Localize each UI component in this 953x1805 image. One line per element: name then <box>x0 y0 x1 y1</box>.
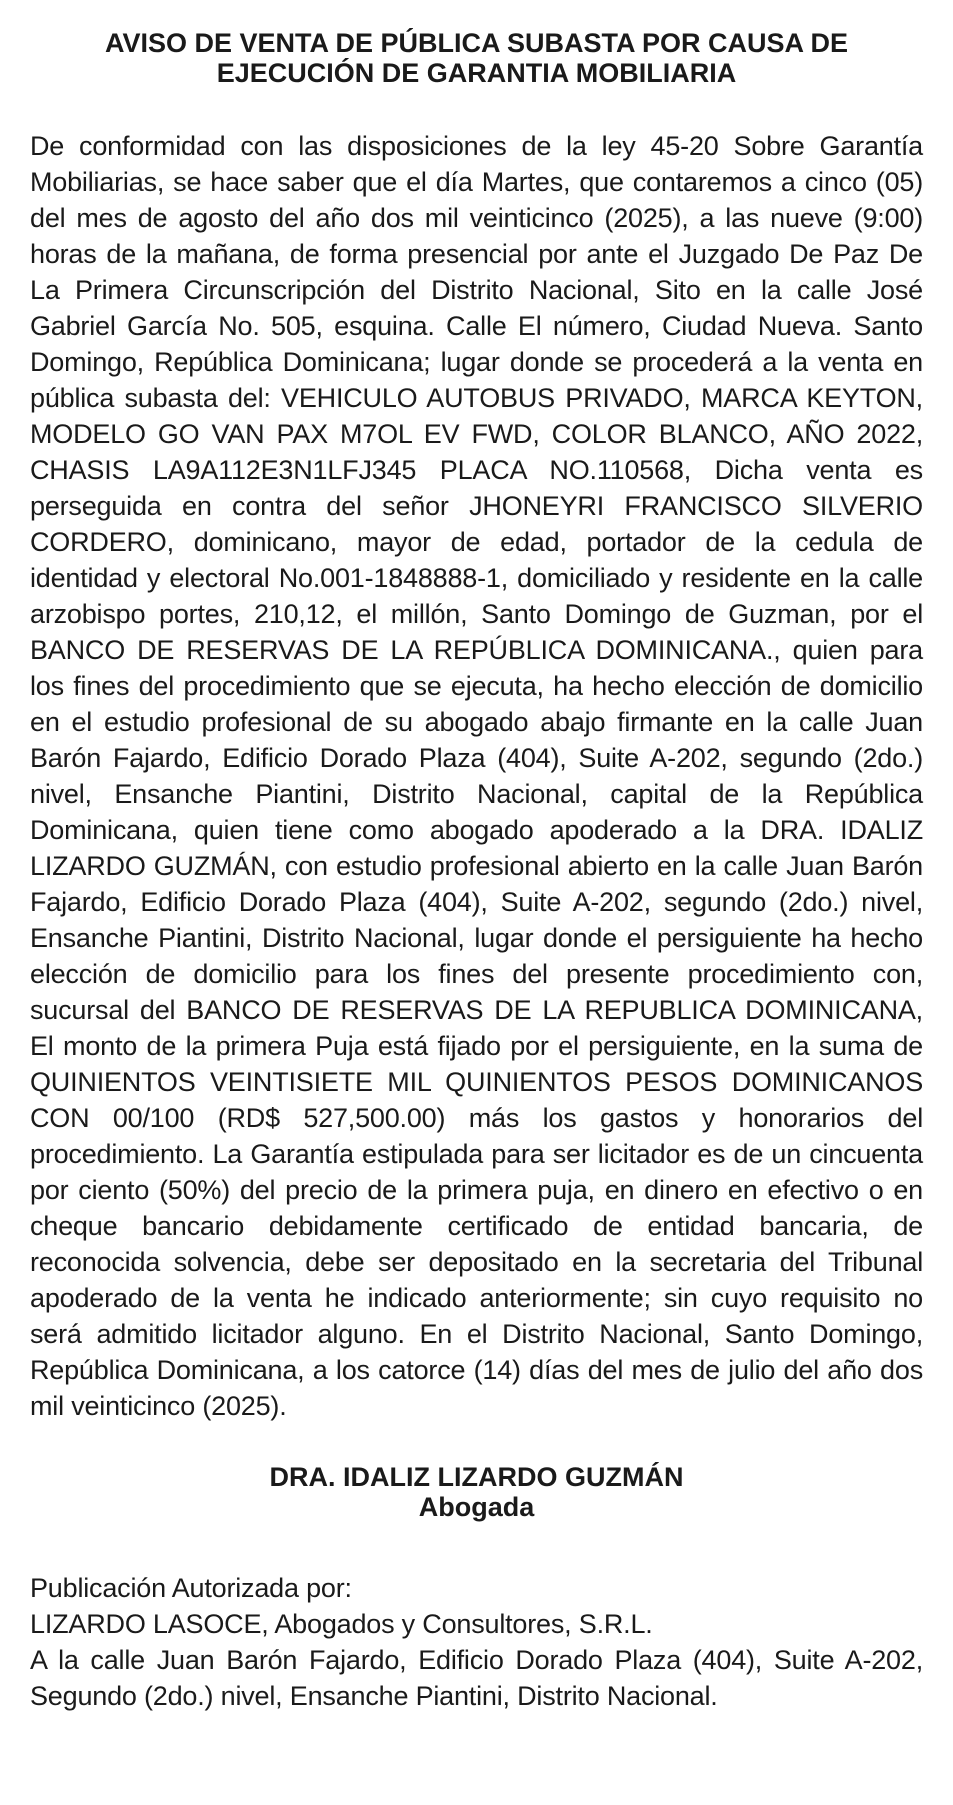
publication-address: A la calle Juan Barón Fajardo, Edificio Dorado Plaza (404), Suite A-202, Segundo (2do.) nivel, Ensanche Piantini, Distrito Nacional. <box>30 1645 923 1711</box>
signature-block <box>30 1462 923 1522</box>
publication-firm: LIZARDO LASOCE, Abogados y Consultores, S.R.L. <box>30 1609 653 1639</box>
publication-label: Publicación Autorizada por: <box>30 1573 352 1603</box>
signatory-name: DRA. IDALIZ LIZARDO GUZMÁN <box>269 1462 684 1492</box>
notice-title-line-2: EJECUCIÓN DE GARANTIA MOBILIARIA <box>216 58 737 88</box>
notice-title-line-1: AVISO DE VENTA DE PÚBLICA SUBASTA POR CAUSA DE <box>104 28 849 58</box>
publication-authorization <box>30 1570 923 1714</box>
notice-body: De conformidad con las disposiciones de la ley 45-20 Sobre Garantía Mobiliarias, se hace saber que el día Martes, que contaremos a cinco (05) del mes de agosto del año dos mil veinticinco (2025), a las nueve (9:00) horas de la mañana, de forma presencial por ante el Juzgado De Paz De La Primera Circunscripción del Distrito Nacional, Sito en la calle José Gabriel García No. 505, esquina. Calle El número, Ciudad Nueva. Santo Domingo, República Dominicana; lugar donde se procederá a la venta en pública subasta del: VEHICULO AUTOBUS PRIVADO, MARCA KEYTON, MODELO GO VAN PAX M7OL EV FWD, COLOR BLANCO, AÑO 2022, CHASIS LA9A112E3N1LFJ345 PLACA NO.110568, Dicha venta es perseguida en contra del señor JHONEYRI FRANCISCO SILVERIO CORDERO, dominicano, mayor de edad, portador de la cedula de identidad y electoral No.001-1848888-1, domiciliado y residente en la calle arzobispo portes, 210,12, el millón, Santo Domingo de Guzman, por el BANCO DE RESERVAS DE LA REPÚBLICA DOMINICANA., quien para los fines del procedimiento que se ejecuta, ha hecho elección de domicilio en el estudio profesional de su abogado abajo firmante en la calle Juan Barón Fajardo, Edificio Dorado Plaza (404), Suite A-202, segundo (2do.) nivel, Ensanche Piantini, Distrito Nacional, capital de la República Dominicana, quien tiene como abogado apoderado a la DRA. IDALIZ LIZARDO GUZMÁN, con estudio profesional abierto en la calle Juan Barón Fajardo, Edificio Dorado Plaza (404), Suite A-202, segundo (2do.) nivel, Ensanche Piantini, Distrito Nacional, lugar donde el persiguiente ha hecho elección de domicilio para los fines del presente procedimiento con, sucursal del BANCO DE RESERVAS DE LA REPUBLICA DOMINICANA, El monto de la primera Puja está fijado por el persiguiente, en la suma de QUINIENTOS VEINTISIETE MIL QUINIENTOS PESOS DOMINICANOS CON 00/100 (RD$ 527,500.00) más los gastos y honorarios del procedimiento. La Garantía estipulada para ser licitador es de un cincuenta por ciento (50%) del precio de la primera puja, en dinero en efectivo o en cheque bancario debidamente certificado de entidad bancaria, de reconocida solvencia, debe ser depositado en la secretaria del Tribunal apoderado de la venta he indicado anteriormente; sin cuyo requisito no será admitido licitador alguno. En el Distrito Nacional, Santo Domingo, República Dominicana, a los catorce (14) días del mes de julio del año dos mil veinticinco (2025). <box>30 131 923 1421</box>
signatory-role: Abogada <box>418 1492 535 1522</box>
notice-title <box>30 28 923 88</box>
